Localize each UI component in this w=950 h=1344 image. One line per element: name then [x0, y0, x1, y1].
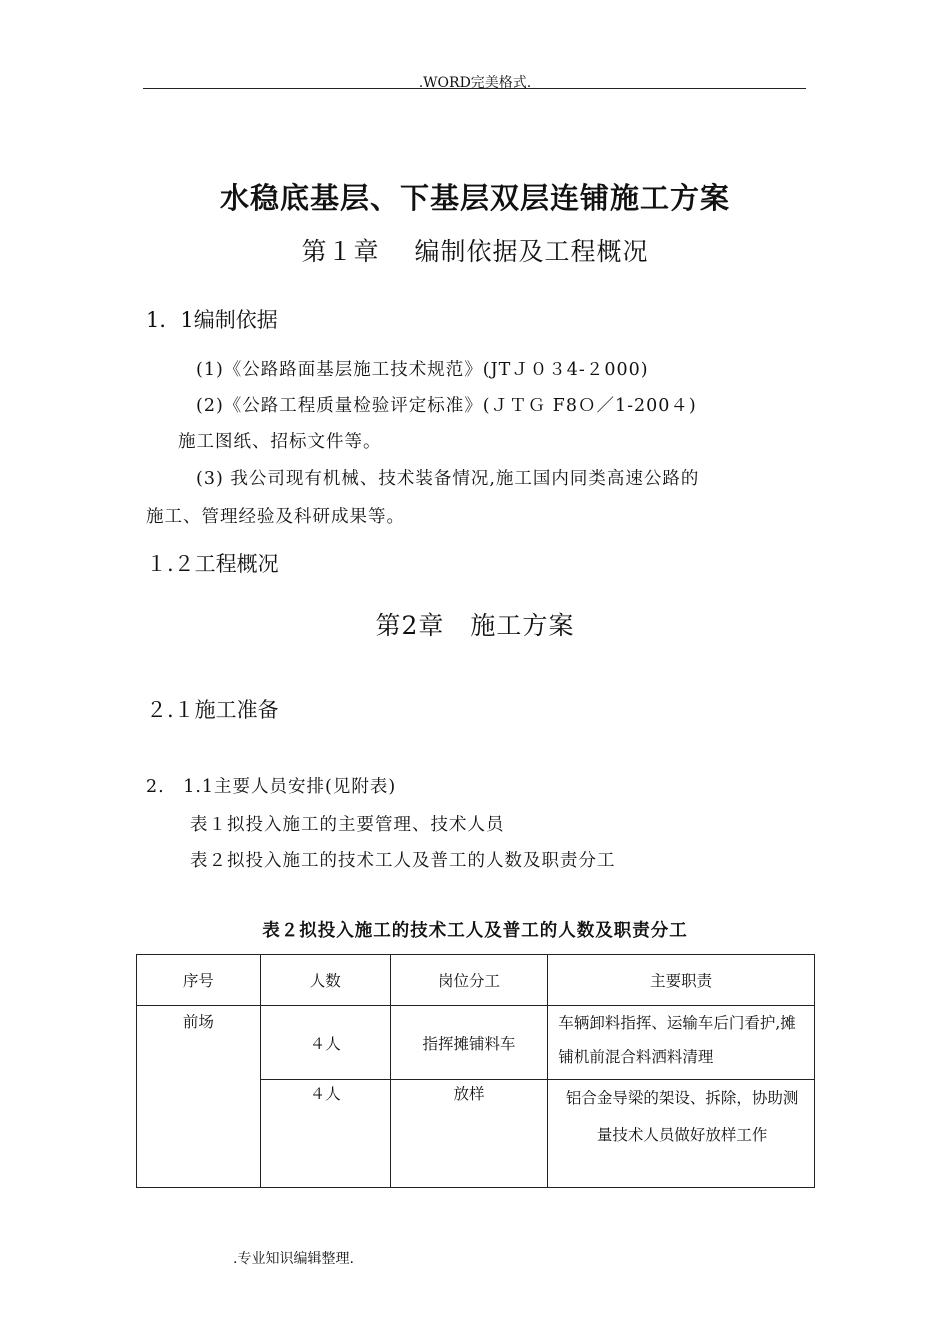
table-header-row — [137, 955, 815, 1006]
duty-text: 铝合金导梁的架设、拆除，协助测量技术人员做好放样工作 — [565, 1089, 799, 1144]
section-1-2-heading: １.２工程概况 — [146, 552, 279, 576]
staff-table — [136, 954, 815, 1188]
page-footer: .专业知识编辑整理. — [233, 1251, 354, 1267]
duty-cell — [548, 1080, 815, 1188]
basis-item-2-continued: 施工图纸、招标文件等。 — [178, 432, 382, 452]
header-cell-count: 人数 — [260, 955, 390, 1006]
duty-text: 车辆卸料指挥、运输车后门看护,摊铺机前混合料洒料清理 — [558, 1014, 796, 1066]
basis-item-1: (1)《公路路面基层施工技术规范》(JTＪ０３4-２000) — [196, 360, 649, 380]
count-cell: ４人 — [260, 1006, 390, 1080]
header-rule — [143, 88, 806, 89]
basis-item-3-line-1: (3) 我公司现有机械、技术装备情况,施工国内同类高速公路的 — [196, 469, 700, 489]
page-header: .WORD完美格式. — [418, 75, 532, 91]
table-ref-2: 表２拟投入施工的技术工人及普工的人数及职责分工 — [190, 851, 616, 871]
basis-item-2: (2)《公路工程质量检验评定标准》(ＪＴＧ F8Ｏ／1-200４) — [196, 396, 697, 416]
section-1-1-heading: 1．1编制依据 — [146, 308, 278, 332]
count-cell: ４人 — [260, 1080, 390, 1188]
section-2-1-heading: ２.１施工准备 — [146, 698, 279, 722]
duty-cell — [548, 1006, 815, 1080]
header-cell-duty: 主要职责 — [548, 955, 815, 1006]
header-cell-post: 岗位分工 — [390, 955, 548, 1006]
section-2-1-1-heading: 2. 1.1主要人员安排(见附表) — [146, 777, 397, 797]
basis-item-3-line-2: 施工、管理经验及科研成果等。 — [146, 507, 405, 527]
header-cell-index: 序号 — [137, 955, 261, 1006]
table-ref-1: 表１拟投入施工的主要管理、技术人员 — [190, 815, 505, 835]
table-caption: 表２拟投入施工的技术工人及普工的人数及职责分工 — [262, 921, 688, 941]
table-row — [137, 1006, 815, 1080]
post-cell: 指挥摊铺料车 — [390, 1006, 548, 1080]
post-cell: 放样 — [390, 1080, 548, 1188]
group-cell: 前场 — [137, 1006, 261, 1188]
chapter-2-heading: 第2章 施工方案 — [375, 611, 575, 640]
document-title: 水稳底基层、下基层双层连铺施工方案 — [219, 181, 730, 215]
chapter-1-heading: 第１章 编制依据及工程概况 — [301, 237, 649, 266]
